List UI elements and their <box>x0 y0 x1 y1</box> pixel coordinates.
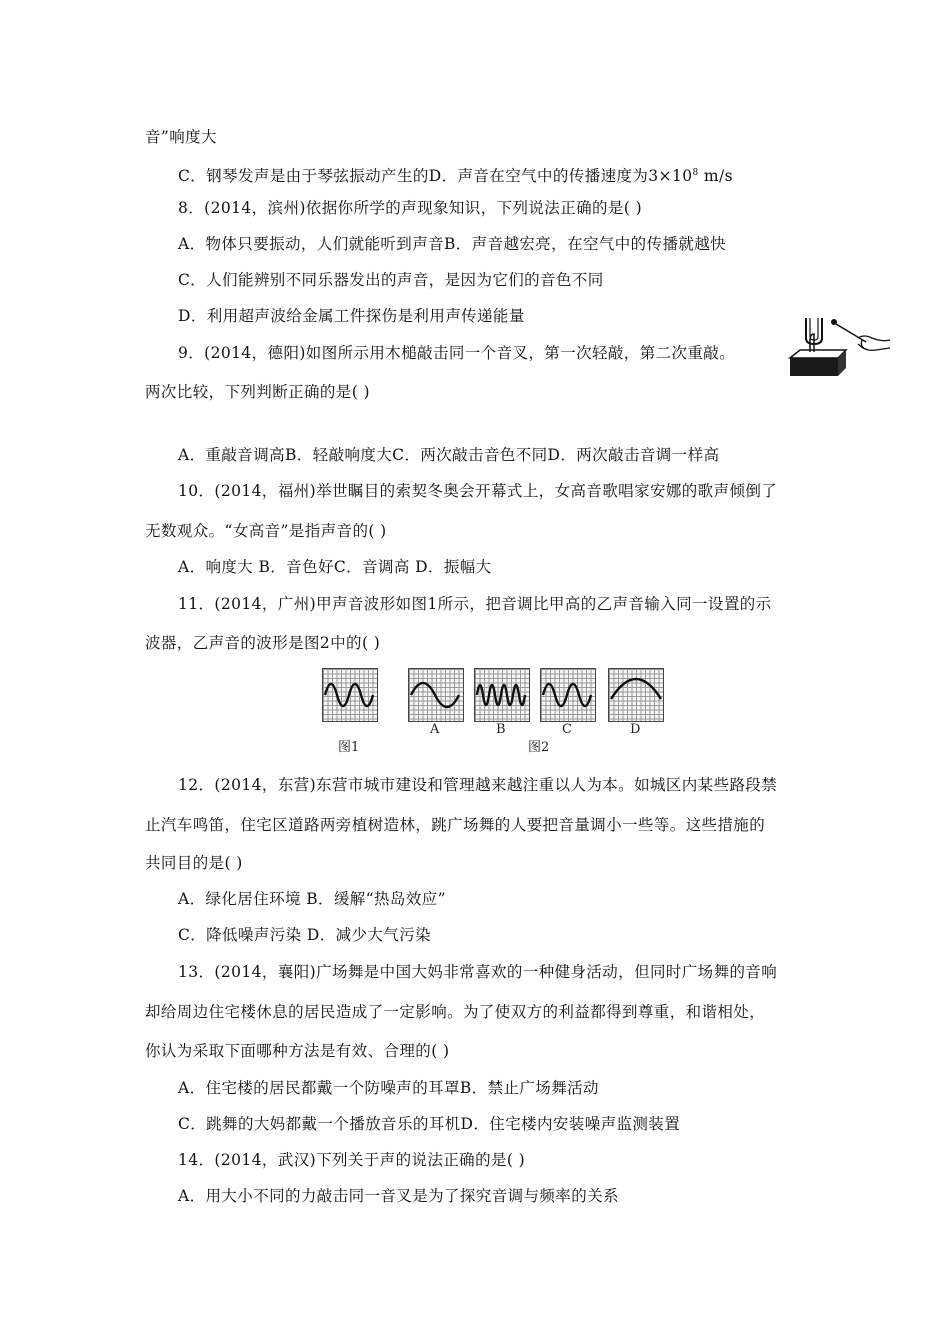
question-8-option-ab: A．物体只要振动，人们就能听到声音B．声音越宏亮，在空气中的传播就越快 <box>178 235 727 253</box>
option-label-c: C <box>562 722 572 737</box>
question-11: 11．(2014，广州)甲声音波形如图1所示，把音调比甲高的乙声音输入同一设置的示 <box>178 595 772 613</box>
text-line: 音”响度大 <box>145 128 217 146</box>
question-9: 9．(2014，德阳)如图所示用木槌敲击同一个音叉，第一次轻敲，第二次重敲。 <box>178 344 736 362</box>
question-13-line2: 却给周边住宅楼休息的居民造成了一定影响。为了使双方的利益都得到尊重，和谐相处， <box>145 1003 766 1021</box>
question-10-options: A．响度大 B．音色好C．音调高 D．振幅大 <box>178 558 492 576</box>
question-12-options-ab: A．绿化居住环境 B．缓解“热岛效应” <box>178 890 446 908</box>
waveform-option-c <box>540 668 596 722</box>
text-line <box>178 163 733 186</box>
text-fragment: C．钢琴发声是由于琴弦振动产生的D．声音在空气中的传播速度为3×10 <box>178 167 693 185</box>
question-12-line3: 共同目的是( ) <box>145 854 243 872</box>
question-12-line2: 止汽车鸣笛，住宅区道路两旁植树造林，跳广场舞的人要把音量调小一些等。这些措施的 <box>145 816 766 834</box>
waveform-option-d <box>608 668 664 722</box>
question-9-options: A．重敲音调高B．轻敲响度大C．两次敲击音色不同D．两次敲击音调一样高 <box>178 446 720 464</box>
question-8: 8．(2014，滨州)依据你所学的声现象知识，下列说法正确的是( ) <box>178 199 643 217</box>
question-13-options-cd: C．跳舞的大妈都戴一个播放音乐的耳机D．住宅楼内安装噪声监测装置 <box>178 1115 681 1133</box>
question-13-options-ab: A．住宅楼的居民都戴一个防噪声的耳罩B．禁止广场舞活动 <box>178 1079 599 1097</box>
text-fragment: m/s <box>698 167 734 185</box>
superscript: 8 <box>692 168 699 178</box>
option-label-d: D <box>630 722 641 737</box>
question-9-line2: 两次比较，下列判断正确的是( ) <box>145 383 370 401</box>
question-11-line2: 波器，乙声音的波形是图2中的( ) <box>145 634 381 652</box>
question-10-line2: 无数观众。“女高音”是指声音的( ) <box>145 522 387 540</box>
waveform-figure-1 <box>322 668 378 722</box>
question-14: 14．(2014，武汉)下列关于声的说法正确的是( ) <box>178 1151 526 1169</box>
option-label-a: A <box>430 722 440 737</box>
question-8-option-d: D．利用超声波给金属工件探伤是利用声传递能量 <box>178 307 525 325</box>
figure-1-caption: 图1 <box>338 740 360 755</box>
waveform-option-a <box>408 668 464 722</box>
question-8-option-c: C．人们能辨别不同乐器发出的声音，是因为它们的音色不同 <box>178 271 604 289</box>
question-13: 13．(2014，襄阳)广场舞是中国大妈非常喜欢的一种健身活动，但同时广场舞的音响 <box>178 963 778 981</box>
question-14-option-a: A．用大小不同的力敲击同一音叉是为了探究音调与频率的关系 <box>178 1187 619 1205</box>
figure-2-caption: 图2 <box>528 740 550 755</box>
question-10: 10．(2014，福州)举世瞩目的索契冬奥会开幕式上，女高音歌唱家安娜的歌声倾倒了 <box>178 482 778 500</box>
tuning-fork-illustration <box>786 312 896 384</box>
option-label-b: B <box>496 722 506 737</box>
question-13-line3: 你认为采取下面哪种方法是有效、合理的( ) <box>145 1042 450 1060</box>
waveform-option-b <box>474 668 530 722</box>
question-12: 12．(2014，东营)东营市城市建设和管理越来越注重以人为本。如城区内某些路段禁 <box>178 776 778 794</box>
question-12-options-cd: C．降低噪声污染 D．减少大气污染 <box>178 926 432 944</box>
